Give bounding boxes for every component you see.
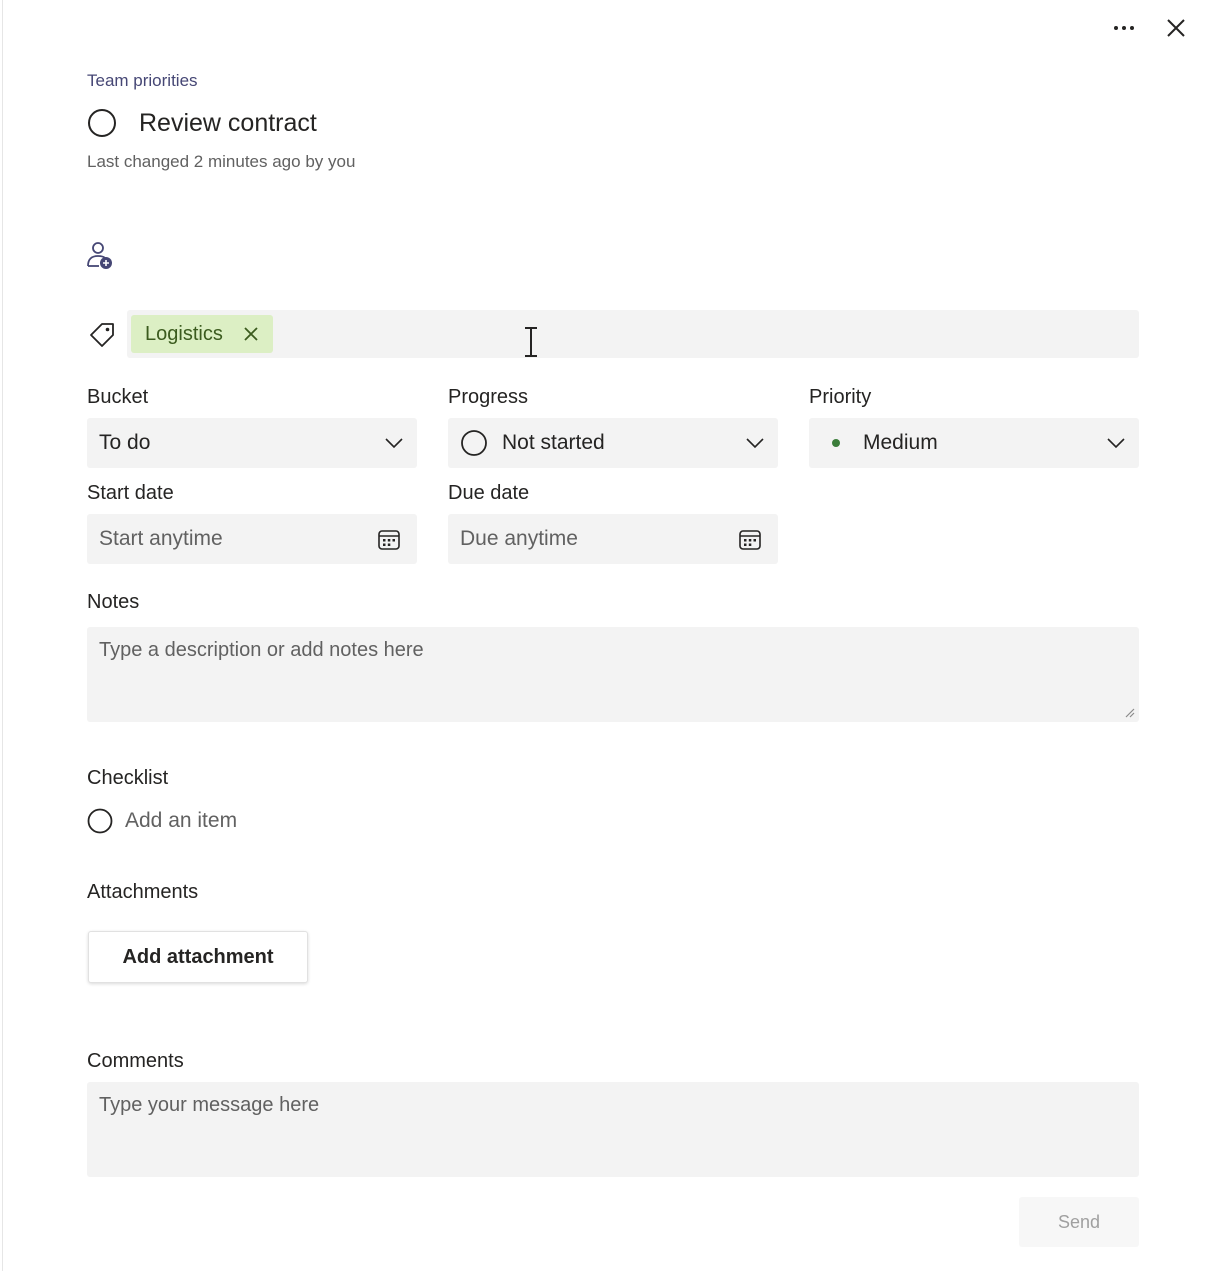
- not-started-circle-icon: [460, 429, 488, 457]
- labels-field[interactable]: [127, 310, 1139, 358]
- bucket-label: Bucket: [87, 386, 149, 408]
- labels-row: [87, 310, 1139, 358]
- resize-handle-icon[interactable]: [1123, 706, 1135, 718]
- label-chip-logistics: [131, 315, 273, 353]
- due-date-placeholder: Due anytime: [460, 527, 578, 550]
- bucket-value: To do: [99, 431, 151, 454]
- plan-name-link[interactable]: Team priorities: [87, 71, 198, 90]
- checklist-add-item[interactable]: [87, 808, 237, 834]
- comments-placeholder: Type your message here: [99, 1094, 320, 1116]
- comments-label: Comments: [87, 1050, 184, 1072]
- start-date-field[interactable]: [87, 514, 417, 564]
- remove-label-icon[interactable]: [243, 326, 259, 342]
- calendar-icon[interactable]: [738, 528, 762, 552]
- checklist-add-text: Add an item: [125, 809, 238, 832]
- assign-person-icon[interactable]: [85, 240, 117, 272]
- task-title[interactable]: Review contract: [139, 108, 317, 137]
- add-attachment-button[interactable]: Add attachment: [88, 931, 308, 983]
- checklist-label: Checklist: [87, 767, 169, 789]
- tag-icon: [87, 320, 117, 350]
- progress-value: Not started: [502, 431, 605, 454]
- due-date-field[interactable]: [448, 514, 778, 564]
- bucket-dropdown[interactable]: [87, 418, 417, 468]
- panel-toolbar: [1110, 14, 1190, 42]
- progress-dropdown[interactable]: [448, 418, 778, 468]
- close-icon[interactable]: [1162, 14, 1190, 42]
- comments-input[interactable]: [87, 1082, 1139, 1177]
- send-button[interactable]: Send: [1019, 1197, 1139, 1247]
- chevron-down-icon: [744, 432, 766, 454]
- chevron-down-icon: [1105, 432, 1127, 454]
- attachments-label: Attachments: [87, 881, 199, 903]
- start-date-placeholder: Start anytime: [99, 527, 223, 550]
- task-details-panel: [2, 0, 1214, 1271]
- priority-value: Medium: [863, 431, 938, 454]
- label-chip-text: Logistics: [145, 322, 223, 345]
- notes-textarea[interactable]: [87, 627, 1139, 722]
- due-date-label: Due date: [448, 482, 530, 504]
- last-changed-text: Last changed 2 minutes ago by you: [87, 152, 356, 171]
- chevron-down-icon: [383, 432, 405, 454]
- priority-label: Priority: [809, 386, 872, 408]
- start-date-label: Start date: [87, 482, 174, 504]
- checklist-circle-icon: [87, 808, 113, 834]
- complete-task-circle-icon[interactable]: [87, 108, 117, 138]
- text-cursor-icon: [521, 326, 541, 358]
- task-title-row: [87, 108, 317, 138]
- progress-label: Progress: [448, 386, 529, 408]
- priority-dot-icon: [831, 438, 841, 448]
- calendar-icon[interactable]: [377, 528, 401, 552]
- notes-label: Notes: [87, 591, 140, 613]
- more-options-icon[interactable]: [1110, 14, 1138, 42]
- notes-placeholder: Type a description or add notes here: [99, 639, 424, 661]
- priority-dropdown[interactable]: [809, 418, 1139, 468]
